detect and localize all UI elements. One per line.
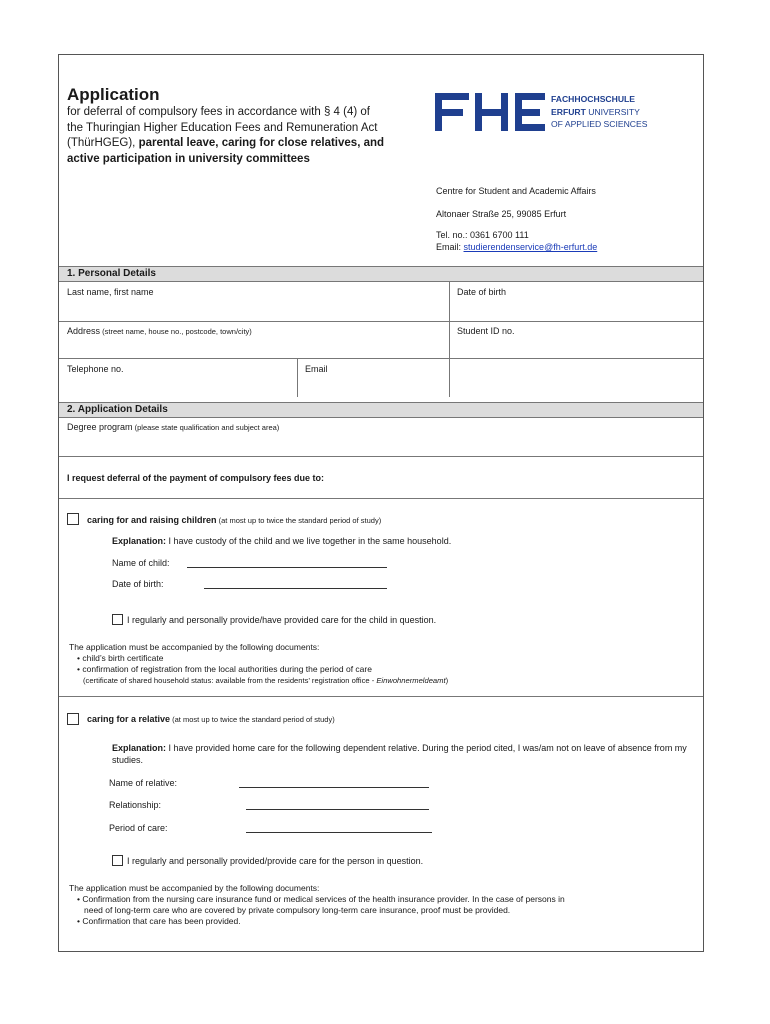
- logo-line-2: ERFURT UNIVERSITY: [551, 106, 640, 117]
- child-name-label: Name of child:: [112, 558, 170, 568]
- subtitle-bold-1: parental leave,: [135, 137, 219, 149]
- logo-line-3: OF APPLIED SCIENCES: [551, 119, 648, 129]
- student-id-field[interactable]: [450, 322, 703, 358]
- relative-title: caring for a relative (at most up to twice the standard period of study): [87, 714, 335, 724]
- divider: [59, 456, 703, 457]
- subtitle-plain: for deferral of compulsory fees in accordance with § 4 (4) of the Thuringian Higher Education Fees and Remuneration Act (ThürHGEG),: [67, 106, 378, 149]
- degree-field[interactable]: [59, 418, 703, 456]
- email-link[interactable]: studierendenservice@fh-erfurt.de: [463, 242, 598, 252]
- child-name-field[interactable]: [187, 567, 387, 568]
- period-label: Period of care:: [109, 823, 168, 833]
- relative-care-text: I regularly and personally provided/provide care for the person in question.: [127, 856, 424, 866]
- logo-text: [551, 93, 647, 131]
- name-field[interactable]: [59, 282, 449, 321]
- child-care-checkbox[interactable]: [112, 614, 123, 625]
- page-subtitle: [67, 105, 387, 167]
- children-title: caring for and raising children (at most up to twice the standard period of study): [87, 515, 382, 525]
- child-dob-field[interactable]: [204, 588, 387, 589]
- relative-docs: The application must be accompanied by the following documents: • Confirmation from the nursing care insurance fund or medical services of the health insurance provider. In the case of persons in need of long-term care who are covered by private compulsory long-term care insurance, proof must be provided. • Confirmation that care has been provided.: [69, 883, 565, 926]
- telephone-field[interactable]: [59, 359, 297, 397]
- divider: [59, 498, 703, 499]
- address-label: Address (street name, house no., postcode, town/city): [67, 326, 252, 336]
- children-explanation: Explanation: I have custody of the child and we live together in the same household.: [112, 536, 452, 546]
- logo-line-1: FACHHOCHSCHULE: [551, 94, 636, 104]
- relationship-label: Relationship:: [109, 800, 162, 810]
- dob-label: Date of birth: [457, 287, 507, 297]
- degree-label: Degree program (please state qualification and subject area): [67, 422, 280, 432]
- contact-tel: Tel. no.: 0361 6700 111: [436, 230, 529, 240]
- name-label: Last name, first name: [67, 287, 154, 297]
- address-field[interactable]: [59, 322, 449, 358]
- student-id-label: Student ID no.: [457, 326, 515, 336]
- fhe-logo: [435, 91, 650, 135]
- relative-explanation: Explanation: I have provided home care for the following dependent relative. During the period cited, I was/am not on leave of absence from my studies.: [112, 743, 687, 765]
- dob-field[interactable]: [450, 282, 703, 321]
- contact-address: Altonaer Straße 25, 99085 Erfurt: [436, 209, 567, 219]
- relative-checkbox[interactable]: [67, 713, 79, 725]
- request-text: I request deferral of the payment of compulsory fees due to:: [67, 473, 325, 483]
- email-field[interactable]: [298, 359, 703, 397]
- relative-name-field[interactable]: [239, 787, 429, 788]
- period-field[interactable]: [246, 832, 432, 833]
- application-form-page: [58, 54, 704, 952]
- contact-office: Centre for Student and Academic Affairs: [436, 186, 596, 196]
- section-personal-details-header: 1. Personal Details: [59, 266, 703, 282]
- contact-email: Email: studierendenservice@fh-erfurt.de: [436, 242, 598, 252]
- email-label: Email: [305, 364, 328, 374]
- fhe-logo-mark: [435, 93, 547, 133]
- children-docs: The application must be accompanied by the following documents: • child’s birth certificate • confirmation of registration from the local authorities during the period of care (certificate of shared household status: available from the residents’ registration office - Einwohnermeldeamt): [69, 642, 449, 685]
- child-care-text: I regularly and personally provide/have provided care for the child in question.: [127, 615, 437, 625]
- telephone-label: Telephone no.: [67, 364, 124, 374]
- section-application-details-header: 2. Application Details: [59, 402, 703, 418]
- relationship-field[interactable]: [246, 809, 429, 810]
- subtitle-bold-2: caring for close relatives, and active participation in university committees: [67, 137, 385, 165]
- relative-care-checkbox[interactable]: [112, 855, 123, 866]
- divider: [59, 696, 703, 697]
- child-dob-label: Date of birth:: [112, 579, 164, 589]
- page-title: Application: [67, 85, 160, 104]
- relative-name-label: Name of relative:: [109, 778, 178, 788]
- children-checkbox[interactable]: [67, 513, 79, 525]
